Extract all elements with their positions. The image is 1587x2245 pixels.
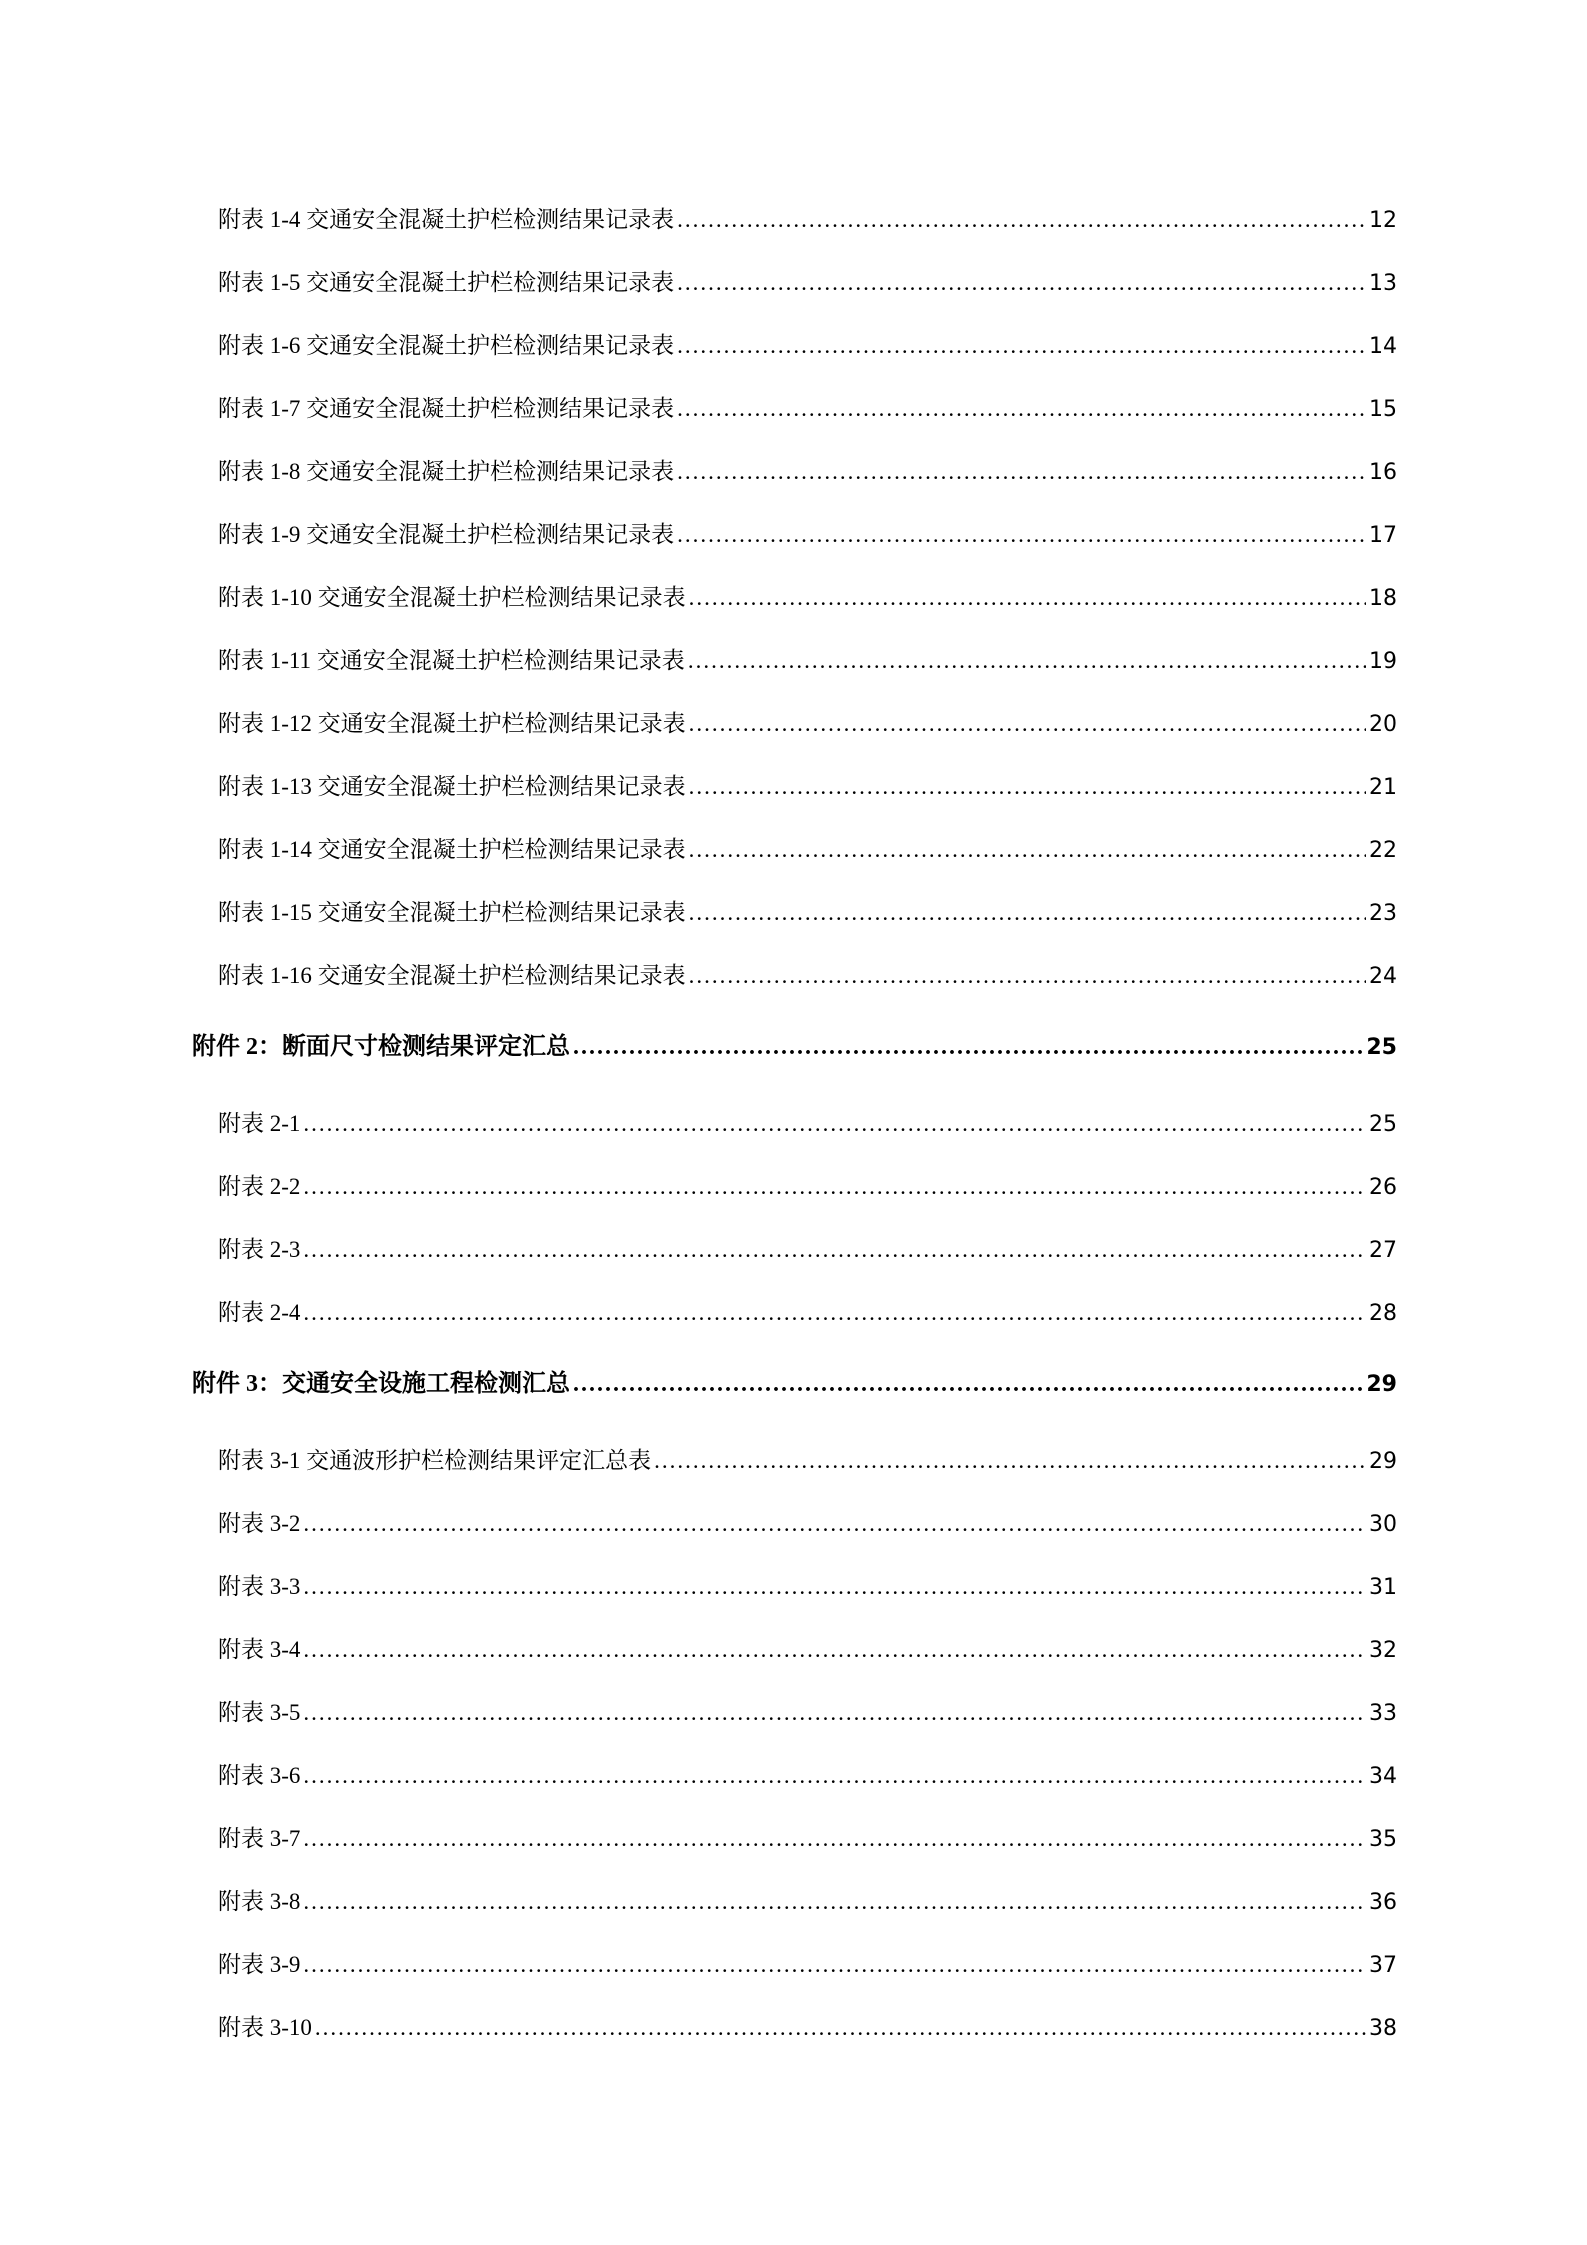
page-number: 20: [1369, 712, 1397, 737]
toc-entry: [192, 1618, 1397, 1681]
toc-entry: [192, 503, 1397, 566]
dot-leader: [303, 1281, 1366, 1344]
toc-entry: [192, 251, 1397, 314]
toc-entry: [192, 881, 1397, 944]
dot-leader: [303, 1870, 1366, 1933]
page-number: 28: [1369, 1301, 1397, 1326]
toc-entry: [192, 1429, 1397, 1492]
toc-entry-label: 附表 2-1: [218, 1111, 301, 1136]
toc-entry-label: 附表 1-9 交通安全混凝土护栏检测结果记录表: [218, 522, 675, 547]
page-number: 18: [1369, 586, 1397, 611]
toc-section-heading: [192, 1353, 1397, 1416]
toc-entry-label: 附表 1-14 交通安全混凝土护栏检测结果记录表: [218, 837, 686, 862]
toc-entry: [192, 1092, 1397, 1155]
dot-leader: [573, 1016, 1363, 1079]
toc-entry: [192, 440, 1397, 503]
page-number: 22: [1369, 838, 1397, 863]
dot-leader: [689, 944, 1366, 1007]
toc-entry: [192, 692, 1397, 755]
toc-entry: [192, 1155, 1397, 1218]
toc-entry-label: 附表 1-11 交通安全混凝土护栏检测结果记录表: [218, 648, 685, 673]
dot-leader: [315, 1996, 1366, 2059]
page-number: 23: [1369, 901, 1397, 926]
toc-entry-label: 附表 2-4: [218, 1300, 301, 1325]
toc-entry: [192, 566, 1397, 629]
page-number: 38: [1369, 2016, 1397, 2041]
toc-entry-label: 附表 2-3: [218, 1237, 301, 1262]
toc-entry-label: 附表 3-5: [218, 1700, 301, 1725]
dot-leader: [303, 1092, 1366, 1155]
dot-leader: [689, 692, 1366, 755]
dot-leader: [689, 566, 1366, 629]
toc-entry-label: 附表 3-10: [218, 2015, 312, 2040]
dot-leader: [303, 1618, 1366, 1681]
page-number: 26: [1369, 1175, 1397, 1200]
dot-leader: [303, 1681, 1366, 1744]
dot-leader: [303, 1492, 1366, 1555]
toc-entry: [192, 377, 1397, 440]
page-number: 15: [1369, 397, 1397, 422]
toc-entry-label: 附表 1-12 交通安全混凝土护栏检测结果记录表: [218, 711, 686, 736]
dot-leader: [303, 1933, 1366, 1996]
toc-entry-label: 附表 1-8 交通安全混凝土护栏检测结果记录表: [218, 459, 675, 484]
page-number: 34: [1369, 1764, 1397, 1789]
dot-leader: [303, 1555, 1366, 1618]
toc-entry-label: 附表 3-7: [218, 1826, 301, 1851]
toc-entry-label: 附表 1-7 交通安全混凝土护栏检测结果记录表: [218, 396, 675, 421]
dot-leader: [303, 1218, 1366, 1281]
toc-entry: [192, 944, 1397, 1007]
toc-entry: [192, 188, 1397, 251]
dot-leader: [677, 377, 1366, 440]
dot-leader: [677, 503, 1366, 566]
dot-leader: [677, 440, 1366, 503]
page-number: 29: [1369, 1449, 1397, 1474]
page-number: 12: [1369, 208, 1397, 233]
page-number: 31: [1369, 1575, 1397, 1600]
toc-entry-label: 附表 3-9: [218, 1952, 301, 1977]
toc-heading-label: 附件 2：断面尺寸检测结果评定汇总: [192, 1034, 570, 1060]
toc-entry-label: 附表 3-8: [218, 1889, 301, 1914]
toc-page: [192, 188, 1397, 2059]
toc-entry-label: 附表 1-10 交通安全混凝土护栏检测结果记录表: [218, 585, 686, 610]
page-number: 35: [1369, 1827, 1397, 1852]
toc-entry: [192, 1870, 1397, 1933]
dot-leader: [689, 818, 1366, 881]
page-number: 16: [1369, 460, 1397, 485]
dot-leader: [573, 1353, 1363, 1416]
page-number: 32: [1369, 1638, 1397, 1663]
dot-leader: [677, 188, 1366, 251]
toc-entry: [192, 1744, 1397, 1807]
page-number: 19: [1369, 649, 1397, 674]
page-number: 14: [1369, 334, 1397, 359]
toc-entry: [192, 1933, 1397, 1996]
toc-entry-label: 附表 1-15 交通安全混凝土护栏检测结果记录表: [218, 900, 686, 925]
toc-entry: [192, 629, 1397, 692]
toc-entry-label: 附表 3-3: [218, 1574, 301, 1599]
page-number: 24: [1369, 964, 1397, 989]
toc-entry: [192, 1681, 1397, 1744]
toc-entry: [192, 818, 1397, 881]
page-number: 13: [1369, 271, 1397, 296]
toc-entry: [192, 755, 1397, 818]
page-number: 25: [1366, 1035, 1397, 1060]
toc-entry-label: 附表 3-2: [218, 1511, 301, 1536]
page-number: 30: [1369, 1512, 1397, 1537]
toc-entry-label: 附表 1-6 交通安全混凝土护栏检测结果记录表: [218, 333, 675, 358]
toc-entry: [192, 1807, 1397, 1870]
toc-entry: [192, 314, 1397, 377]
dot-leader: [689, 881, 1366, 944]
dot-leader: [303, 1155, 1366, 1218]
toc-entry: [192, 1555, 1397, 1618]
toc-entry-label: 附表 2-2: [218, 1174, 301, 1199]
toc-entry-label: 附表 1-5 交通安全混凝土护栏检测结果记录表: [218, 270, 675, 295]
toc-entry-label: 附表 1-4 交通安全混凝土护栏检测结果记录表: [218, 207, 675, 232]
toc-entry: [192, 1218, 1397, 1281]
dot-leader: [688, 629, 1366, 692]
page-number: 17: [1369, 523, 1397, 548]
page-number: 25: [1369, 1112, 1397, 1137]
toc-entry: [192, 1281, 1397, 1344]
page-number: 37: [1369, 1953, 1397, 1978]
dot-leader: [689, 755, 1366, 818]
toc-section-heading: [192, 1016, 1397, 1079]
page-number: 36: [1369, 1890, 1397, 1915]
toc-heading-label: 附件 3：交通安全设施工程检测汇总: [192, 1371, 570, 1397]
toc-entry-label: 附表 1-16 交通安全混凝土护栏检测结果记录表: [218, 963, 686, 988]
dot-leader: [654, 1429, 1366, 1492]
page-number: 33: [1369, 1701, 1397, 1726]
toc-entry: [192, 1996, 1397, 2059]
toc-entry-label: 附表 3-4: [218, 1637, 301, 1662]
dot-leader: [677, 314, 1366, 377]
toc-entry-label: 附表 3-1 交通波形护栏检测结果评定汇总表: [218, 1448, 652, 1473]
toc-entry: [192, 1492, 1397, 1555]
dot-leader: [303, 1807, 1366, 1870]
dot-leader: [303, 1744, 1366, 1807]
toc-entry-label: 附表 1-13 交通安全混凝土护栏检测结果记录表: [218, 774, 686, 799]
page-number: 29: [1366, 1372, 1397, 1397]
page-number: 21: [1369, 775, 1397, 800]
toc-entry-label: 附表 3-6: [218, 1763, 301, 1788]
page-number: 27: [1369, 1238, 1397, 1263]
dot-leader: [677, 251, 1366, 314]
